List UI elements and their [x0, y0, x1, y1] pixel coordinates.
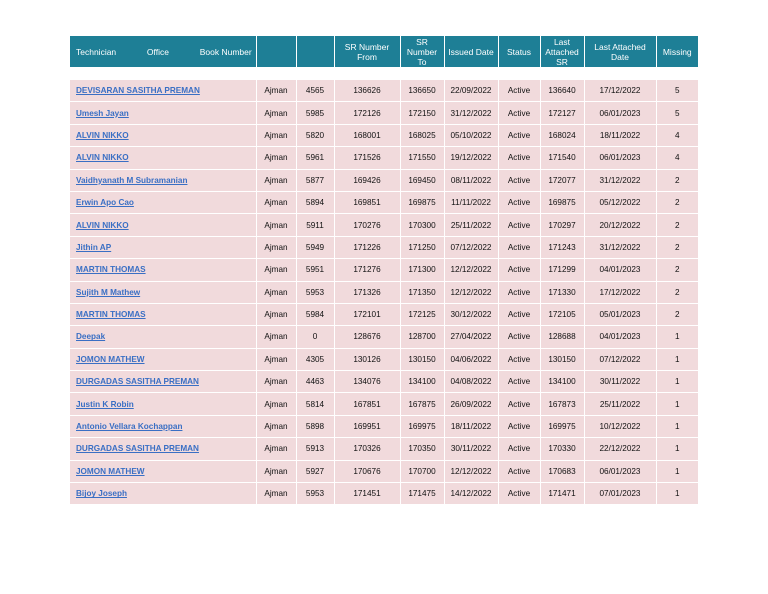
table-row	[70, 460, 698, 482]
cell-book-number: 4305	[296, 348, 334, 370]
technician-link[interactable]: Umesh Jayan	[76, 108, 129, 118]
cell-last-attached-sr: 172105	[540, 303, 584, 325]
header-sr-from[interactable]: SR Number From	[334, 36, 400, 67]
cell-sr-from: 169426	[334, 169, 400, 191]
cell-last-attached-date: 07/01/2023	[584, 483, 656, 505]
cell-book-number: 5894	[296, 191, 334, 213]
cell-issued-date: 08/11/2022	[444, 169, 498, 191]
cell-missing: 4	[656, 147, 698, 169]
cell-last-attached-sr: 130150	[540, 348, 584, 370]
cell-technician	[70, 348, 256, 370]
cell-issued-date: 12/12/2022	[444, 460, 498, 482]
cell-issued-date: 18/11/2022	[444, 415, 498, 437]
table-row	[70, 348, 698, 370]
cell-last-attached-sr: 172077	[540, 169, 584, 191]
cell-book-number: 5877	[296, 169, 334, 191]
cell-book-number: 5951	[296, 259, 334, 281]
cell-technician	[70, 281, 256, 303]
cell-office: Ajman	[256, 191, 296, 213]
cell-last-attached-sr: 172127	[540, 102, 584, 124]
cell-last-attached-sr: 167873	[540, 393, 584, 415]
table-row	[70, 259, 698, 281]
cell-last-attached-date: 06/01/2023	[584, 102, 656, 124]
cell-book-number: 5985	[296, 102, 334, 124]
cell-status: Active	[498, 326, 540, 348]
cell-book-number: 5953	[296, 483, 334, 505]
cell-sr-from: 170676	[334, 460, 400, 482]
cell-issued-date: 05/10/2022	[444, 124, 498, 146]
cell-sr-from: 172101	[334, 303, 400, 325]
cell-status: Active	[498, 303, 540, 325]
cell-missing: 2	[656, 191, 698, 213]
cell-office: Ajman	[256, 80, 296, 102]
cell-last-attached-sr: 170330	[540, 438, 584, 460]
header-office-col	[256, 36, 296, 67]
cell-technician	[70, 102, 256, 124]
cell-last-attached-sr: 170297	[540, 214, 584, 236]
cell-book-number: 5961	[296, 147, 334, 169]
cell-technician	[70, 393, 256, 415]
cell-sr-to: 169875	[400, 191, 444, 213]
table-row	[70, 415, 698, 437]
cell-sr-to: 171300	[400, 259, 444, 281]
cell-sr-from: 136626	[334, 80, 400, 102]
cell-sr-to: 170350	[400, 438, 444, 460]
cell-last-attached-sr: 170683	[540, 460, 584, 482]
cell-missing: 1	[656, 326, 698, 348]
cell-sr-from: 171451	[334, 483, 400, 505]
technician-link[interactable]: ALVIN NIKKO	[76, 130, 129, 140]
cell-last-attached-date: 17/12/2022	[584, 281, 656, 303]
cell-technician	[70, 214, 256, 236]
cell-issued-date: 19/12/2022	[444, 147, 498, 169]
cell-office: Ajman	[256, 214, 296, 236]
cell-last-attached-sr: 171243	[540, 236, 584, 258]
cell-status: Active	[498, 124, 540, 146]
cell-last-attached-date: 10/12/2022	[584, 415, 656, 437]
cell-technician	[70, 259, 256, 281]
cell-office: Ajman	[256, 102, 296, 124]
cell-issued-date: 07/12/2022	[444, 236, 498, 258]
cell-issued-date: 25/11/2022	[444, 214, 498, 236]
technician-link[interactable]: MARTIN THOMAS	[76, 265, 146, 275]
cell-issued-date: 04/08/2022	[444, 371, 498, 393]
cell-status: Active	[498, 415, 540, 437]
cell-book-number: 5984	[296, 303, 334, 325]
cell-sr-to: 169450	[400, 169, 444, 191]
table-row	[70, 303, 698, 325]
cell-last-attached-date: 25/11/2022	[584, 393, 656, 415]
cell-last-attached-date: 05/12/2022	[584, 191, 656, 213]
cell-missing: 1	[656, 348, 698, 370]
cell-last-attached-sr: 171330	[540, 281, 584, 303]
table-row	[70, 147, 698, 169]
cell-last-attached-sr: 171299	[540, 259, 584, 281]
header-status[interactable]: Status	[498, 36, 540, 67]
table-body	[70, 67, 698, 505]
cell-sr-to: 170300	[400, 214, 444, 236]
table-row	[70, 371, 698, 393]
cell-book-number: 4565	[296, 80, 334, 102]
technician-link[interactable]: JOMON MATHEW	[76, 354, 145, 364]
cell-sr-from: 128676	[334, 326, 400, 348]
cell-sr-to: 128700	[400, 326, 444, 348]
cell-issued-date: 26/09/2022	[444, 393, 498, 415]
header-last-attached-sr[interactable]: Last Attached SR	[540, 36, 584, 67]
cell-status: Active	[498, 483, 540, 505]
cell-status: Active	[498, 236, 540, 258]
cell-sr-from: 134076	[334, 371, 400, 393]
cell-missing: 1	[656, 438, 698, 460]
cell-sr-from: 171526	[334, 147, 400, 169]
technician-link[interactable]: Erwin Apo Cao	[76, 198, 134, 208]
cell-office: Ajman	[256, 438, 296, 460]
cell-missing: 2	[656, 303, 698, 325]
table-header-row	[70, 36, 698, 67]
cell-sr-from: 171226	[334, 236, 400, 258]
cell-office: Ajman	[256, 303, 296, 325]
cell-issued-date: 30/12/2022	[444, 303, 498, 325]
cell-last-attached-date: 04/01/2023	[584, 326, 656, 348]
technician-link[interactable]: MARTIN THOMAS	[76, 310, 146, 320]
cell-sr-from: 170276	[334, 214, 400, 236]
cell-office: Ajman	[256, 169, 296, 191]
cell-book-number: 5927	[296, 460, 334, 482]
cell-missing: 1	[656, 415, 698, 437]
cell-status: Active	[498, 259, 540, 281]
cell-status: Active	[498, 147, 540, 169]
cell-book-number: 4463	[296, 371, 334, 393]
technician-link[interactable]: DEVISARAN SASITHA PREMAN	[76, 86, 200, 96]
cell-last-attached-date: 22/12/2022	[584, 438, 656, 460]
cell-book-number: 5913	[296, 438, 334, 460]
table-row	[70, 326, 698, 348]
technician-link[interactable]: ALVIN NIKKO	[76, 153, 129, 163]
cell-missing: 1	[656, 371, 698, 393]
cell-last-attached-date: 31/12/2022	[584, 236, 656, 258]
cell-office: Ajman	[256, 236, 296, 258]
technician-link[interactable]: JOMON MATHEW	[76, 466, 145, 476]
cell-sr-to: 172150	[400, 102, 444, 124]
cell-technician	[70, 483, 256, 505]
cell-sr-from: 171276	[334, 259, 400, 281]
cell-missing: 1	[656, 393, 698, 415]
cell-sr-from: 169851	[334, 191, 400, 213]
cell-issued-date: 04/06/2022	[444, 348, 498, 370]
cell-status: Active	[498, 80, 540, 102]
cell-technician	[70, 236, 256, 258]
cell-last-attached-date: 06/01/2023	[584, 460, 656, 482]
cell-sr-to: 136650	[400, 80, 444, 102]
cell-missing: 2	[656, 259, 698, 281]
cell-office: Ajman	[256, 460, 296, 482]
cell-last-attached-sr: 171540	[540, 147, 584, 169]
cell-technician	[70, 303, 256, 325]
cell-last-attached-date: 05/01/2023	[584, 303, 656, 325]
table-row	[70, 80, 698, 102]
cell-sr-to: 134100	[400, 371, 444, 393]
cell-last-attached-date: 06/01/2023	[584, 147, 656, 169]
cell-status: Active	[498, 348, 540, 370]
cell-sr-to: 171350	[400, 281, 444, 303]
cell-sr-from: 169951	[334, 415, 400, 437]
cell-technician	[70, 147, 256, 169]
cell-technician	[70, 371, 256, 393]
cell-office: Ajman	[256, 415, 296, 437]
cell-last-attached-sr: 168024	[540, 124, 584, 146]
cell-last-attached-sr: 169875	[540, 191, 584, 213]
technician-link[interactable]: Sujith M Mathew	[76, 287, 141, 297]
cell-issued-date: 12/12/2022	[444, 281, 498, 303]
header-technician-label: Technician	[76, 46, 117, 57]
table-row	[70, 483, 698, 505]
cell-last-attached-date: 07/12/2022	[584, 348, 656, 370]
cell-last-attached-date: 30/11/2022	[584, 371, 656, 393]
cell-missing: 2	[656, 169, 698, 191]
cell-issued-date: 27/04/2022	[444, 326, 498, 348]
technician-link[interactable]: DURGADAS SASITHA PREMAN	[76, 377, 199, 387]
cell-status: Active	[498, 169, 540, 191]
cell-last-attached-sr: 169975	[540, 415, 584, 437]
cell-book-number: 5911	[296, 214, 334, 236]
header-issued-date[interactable]: Issued Date	[444, 36, 498, 67]
technician-link[interactable]: Bijoy Joseph	[76, 489, 127, 499]
cell-status: Active	[498, 191, 540, 213]
cell-technician	[70, 438, 256, 460]
technician-link[interactable]: Jithin AP	[76, 242, 112, 252]
cell-issued-date: 31/12/2022	[444, 102, 498, 124]
cell-technician	[70, 80, 256, 102]
cell-office: Ajman	[256, 281, 296, 303]
cell-status: Active	[498, 281, 540, 303]
table-row	[70, 102, 698, 124]
cell-missing: 4	[656, 124, 698, 146]
cell-missing: 1	[656, 460, 698, 482]
cell-technician	[70, 415, 256, 437]
cell-missing: 2	[656, 281, 698, 303]
cell-sr-from: 171326	[334, 281, 400, 303]
cell-missing: 2	[656, 214, 698, 236]
cell-sr-to: 169975	[400, 415, 444, 437]
cell-book-number: 5949	[296, 236, 334, 258]
cell-issued-date: 30/11/2022	[444, 438, 498, 460]
cell-last-attached-date: 31/12/2022	[584, 169, 656, 191]
cell-sr-from: 170326	[334, 438, 400, 460]
cell-office: Ajman	[256, 483, 296, 505]
cell-sr-from: 172126	[334, 102, 400, 124]
cell-status: Active	[498, 460, 540, 482]
cell-issued-date: 22/09/2022	[444, 80, 498, 102]
cell-sr-to: 167875	[400, 393, 444, 415]
table-row	[70, 191, 698, 213]
cell-book-number: 0	[296, 326, 334, 348]
cell-sr-from: 168001	[334, 124, 400, 146]
cell-last-attached-sr: 171471	[540, 483, 584, 505]
cell-sr-to: 172125	[400, 303, 444, 325]
cell-technician	[70, 460, 256, 482]
cell-missing: 5	[656, 80, 698, 102]
cell-missing: 2	[656, 236, 698, 258]
cell-office: Ajman	[256, 147, 296, 169]
table-row	[70, 281, 698, 303]
cell-missing: 1	[656, 483, 698, 505]
header-technician[interactable]	[70, 36, 256, 67]
cell-missing: 5	[656, 102, 698, 124]
table-row	[70, 169, 698, 191]
sr-book-table	[70, 36, 698, 505]
cell-technician	[70, 326, 256, 348]
cell-sr-to: 171475	[400, 483, 444, 505]
header-office-label: Office	[146, 46, 169, 57]
cell-sr-to: 171550	[400, 147, 444, 169]
header-last-attached-date[interactable]: Last Attached Date	[584, 36, 656, 67]
cell-book-number: 5814	[296, 393, 334, 415]
header-missing[interactable]: Missing	[656, 36, 698, 67]
table-row	[70, 214, 698, 236]
technician-link[interactable]: Deepak	[76, 332, 106, 342]
cell-issued-date: 14/12/2022	[444, 483, 498, 505]
cell-sr-to: 130150	[400, 348, 444, 370]
cell-office: Ajman	[256, 393, 296, 415]
cell-status: Active	[498, 393, 540, 415]
cell-status: Active	[498, 438, 540, 460]
cell-last-attached-date: 20/12/2022	[584, 214, 656, 236]
cell-sr-to: 170700	[400, 460, 444, 482]
cell-book-number: 5820	[296, 124, 334, 146]
cell-office: Ajman	[256, 124, 296, 146]
cell-last-attached-sr: 134100	[540, 371, 584, 393]
cell-book-number: 5898	[296, 415, 334, 437]
cell-sr-to: 168025	[400, 124, 444, 146]
cell-office: Ajman	[256, 326, 296, 348]
cell-sr-from: 130126	[334, 348, 400, 370]
cell-last-attached-sr: 128688	[540, 326, 584, 348]
cell-status: Active	[498, 214, 540, 236]
cell-office: Ajman	[256, 259, 296, 281]
cell-status: Active	[498, 371, 540, 393]
technician-link[interactable]: Justin K Robin	[76, 399, 134, 409]
sr-book-report	[70, 36, 698, 505]
technician-link[interactable]: Vaidhyanath M Subramanian	[76, 175, 188, 185]
cell-last-attached-sr: 136640	[540, 80, 584, 102]
technician-link[interactable]: ALVIN NIKKO	[76, 220, 129, 230]
cell-sr-to: 171250	[400, 236, 444, 258]
cell-last-attached-date: 17/12/2022	[584, 80, 656, 102]
table-row	[70, 393, 698, 415]
cell-technician	[70, 169, 256, 191]
header-book-col	[296, 36, 334, 67]
cell-office: Ajman	[256, 371, 296, 393]
cell-issued-date: 12/12/2022	[444, 259, 498, 281]
cell-last-attached-date: 18/11/2022	[584, 124, 656, 146]
cell-status: Active	[498, 102, 540, 124]
table-row	[70, 236, 698, 258]
table-row	[70, 438, 698, 460]
cell-book-number: 5953	[296, 281, 334, 303]
cell-technician	[70, 124, 256, 146]
technician-link[interactable]: DURGADAS SASITHA PREMAN	[76, 444, 199, 454]
cell-sr-from: 167851	[334, 393, 400, 415]
cell-technician	[70, 191, 256, 213]
header-sr-to[interactable]: SR Number To	[400, 36, 444, 67]
technician-link[interactable]: Antonio Vellara Kochappan	[76, 422, 183, 432]
header-book-number-label: Book Number	[199, 46, 252, 57]
cell-issued-date: 11/11/2022	[444, 191, 498, 213]
header-spacer	[70, 67, 698, 80]
table-row	[70, 124, 698, 146]
cell-last-attached-date: 04/01/2023	[584, 259, 656, 281]
cell-office: Ajman	[256, 348, 296, 370]
